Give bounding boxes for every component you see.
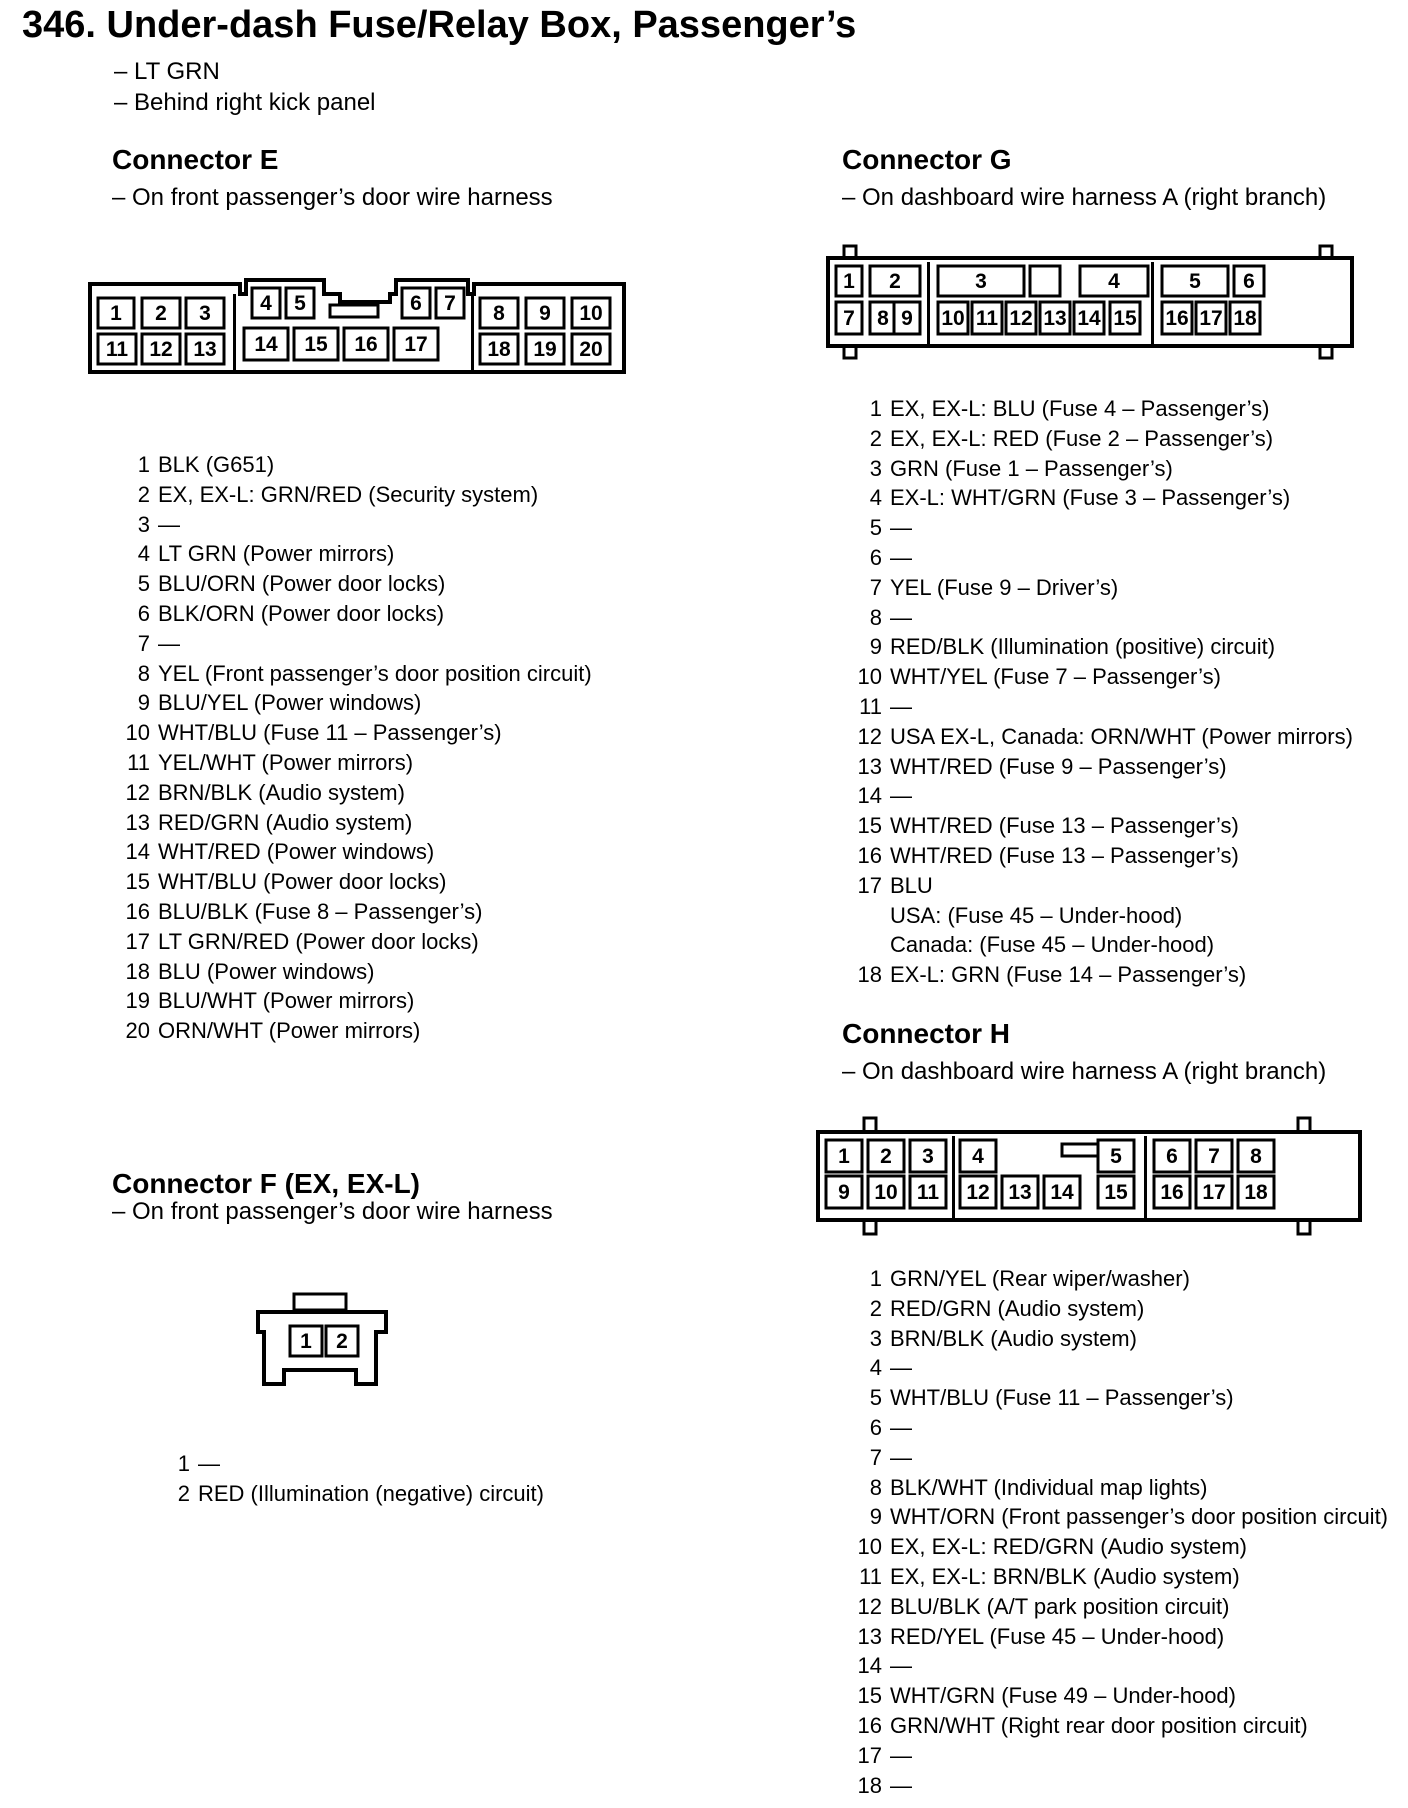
cavity-label: 14 xyxy=(1077,307,1101,330)
pin-row xyxy=(110,659,592,689)
pin-number: 10 xyxy=(857,664,882,690)
pin-number: 12 xyxy=(857,723,882,749)
pin-row xyxy=(842,394,1353,424)
cavity-label: 1 xyxy=(110,302,122,325)
pin-number: 5 xyxy=(869,515,882,541)
cavity-label: 12 xyxy=(966,1181,990,1204)
pin-number: 9 xyxy=(137,690,150,716)
cavity-label: 10 xyxy=(941,307,965,330)
connector-divider xyxy=(927,262,930,344)
pin-description: — xyxy=(890,604,912,630)
pin-description: WHT/YEL (Fuse 7 – Passenger’s) xyxy=(890,664,1221,690)
connector-f-title: Connector F (EX, EX-L) xyxy=(112,1168,420,1199)
pin-description: WHT/GRN (Fuse 49 – Under-hood) xyxy=(890,1683,1236,1709)
pin-number: 13 xyxy=(857,1623,882,1649)
pin-description: RED/BLK (Illumination (positive) circuit) xyxy=(890,634,1276,660)
pin-description: YEL (Front passenger’s door position circuit) xyxy=(158,660,592,686)
pin-row xyxy=(842,1264,1388,1294)
pin-row xyxy=(842,841,1353,871)
pin-number: 13 xyxy=(857,753,882,779)
pin-number: 8 xyxy=(869,1474,882,1500)
pin-description: — xyxy=(890,1414,912,1440)
cavity-label: 11 xyxy=(975,307,999,330)
pin-description: Canada: (Fuse 45 – Under-hood) xyxy=(890,932,1215,958)
pin-number: 19 xyxy=(125,988,150,1014)
pin-row xyxy=(110,450,592,480)
pin-number: 4 xyxy=(869,1355,882,1381)
cavity-label: 17 xyxy=(1199,307,1223,330)
cavity-label: 13 xyxy=(1008,1181,1032,1204)
cavity-label: 5 xyxy=(294,292,306,315)
subtitle xyxy=(114,56,376,118)
pin-number: 7 xyxy=(869,1444,882,1470)
pin-description: — xyxy=(890,515,912,541)
pin-description: GRN (Fuse 1 – Passenger’s) xyxy=(890,455,1173,481)
pin-description: GRN/WHT (Right rear door position circuit) xyxy=(890,1712,1308,1738)
cavity-label: 6 xyxy=(1166,1145,1178,1168)
pin-row xyxy=(110,510,592,540)
pin-description: BLU xyxy=(890,872,933,898)
pin-description: BLK/WHT (Individual map lights) xyxy=(890,1474,1208,1500)
pin-description: GRN/YEL (Rear wiper/washer) xyxy=(890,1266,1190,1291)
pin-number: 3 xyxy=(869,1325,882,1351)
cavity-label: 5 xyxy=(1189,270,1201,293)
cavity-label: 14 xyxy=(1050,1181,1074,1204)
cavity-label: 17 xyxy=(404,333,428,356)
pin-description: ORN/WHT (Power mirrors) xyxy=(158,1018,421,1044)
pin-description: BLU/BLK (Fuse 8 – Passenger’s) xyxy=(158,898,483,924)
pin-number: 13 xyxy=(125,809,150,835)
pin-description: — xyxy=(890,783,912,809)
cavity-label: 12 xyxy=(1009,307,1033,330)
pin-description: WHT/RED (Power windows) xyxy=(158,839,435,865)
cavity-label: 10 xyxy=(579,302,603,325)
cavity-label: 2 xyxy=(155,302,167,325)
pin-number: 12 xyxy=(125,779,150,805)
cavity-label: 7 xyxy=(843,307,855,330)
pin-description: EX-L: WHT/GRN (Fuse 3 – Passenger’s) xyxy=(890,485,1291,511)
pin-row xyxy=(842,1532,1388,1562)
pin-number: 1 xyxy=(869,396,882,421)
pin-row xyxy=(842,811,1353,841)
cavity-label: 1 xyxy=(838,1145,850,1168)
pin-number: 18 xyxy=(125,958,150,984)
pin-number: 9 xyxy=(869,634,882,660)
cavity-label: 10 xyxy=(874,1181,898,1204)
pin-row xyxy=(842,1502,1388,1532)
pin-number: 10 xyxy=(125,720,150,746)
pin-description: — xyxy=(890,1653,912,1679)
pin-number: 18 xyxy=(857,962,882,988)
pin-description: USA: (Fuse 45 – Under-hood) xyxy=(890,902,1183,928)
connector-e-latch xyxy=(330,305,378,317)
pin-row xyxy=(110,778,592,808)
pin-number: 14 xyxy=(857,783,882,809)
pin-row xyxy=(842,573,1353,603)
connector-h-pin-list xyxy=(842,1264,1388,1800)
pin-row xyxy=(842,1562,1388,1592)
pin-row xyxy=(842,1651,1388,1681)
pin-row xyxy=(842,1413,1388,1443)
cavity-label: 18 xyxy=(1233,307,1257,330)
pin-row xyxy=(110,688,592,718)
pin-row xyxy=(110,837,592,867)
pin-row xyxy=(842,1383,1388,1413)
connector-divider xyxy=(233,294,236,370)
pin-description: BLU/ORN (Power door locks) xyxy=(158,571,446,597)
page-title: 346. Under-dash Fuse/Relay Box, Passenger’s xyxy=(22,4,857,46)
connector-h-title: Connector H xyxy=(842,1018,1010,1049)
pin-row xyxy=(842,513,1353,543)
connector-g-diagram xyxy=(822,240,1358,366)
pin-number: 15 xyxy=(857,1683,882,1709)
pin-number: 15 xyxy=(125,869,150,895)
cavity-label: 9 xyxy=(901,307,913,330)
pin-description: RED/YEL (Fuse 45 – Under-hood) xyxy=(890,1623,1225,1649)
pin-description: BLK/ORN (Power door locks) xyxy=(158,600,445,626)
pin-number: 5 xyxy=(869,1385,882,1411)
pin-description: WHT/BLU (Fuse 11 – Passenger’s) xyxy=(158,720,502,746)
pin-row xyxy=(110,957,592,987)
pin-description: BLU (Power windows) xyxy=(158,958,375,984)
pin-row xyxy=(110,808,592,838)
pin-row xyxy=(842,871,1353,960)
cavity-label: 2 xyxy=(880,1145,892,1168)
pin-number: 5 xyxy=(137,571,150,597)
pin-description: WHT/RED (Fuse 13 – Passenger’s) xyxy=(890,842,1239,868)
pin-number: 1 xyxy=(177,1451,190,1476)
pin-description: — xyxy=(890,544,912,570)
pin-number: 2 xyxy=(869,1295,882,1321)
pin-row xyxy=(110,897,592,927)
cavity-label: 18 xyxy=(1244,1181,1268,1204)
pin-description: EX, EX-L: BRN/BLK (Audio system) xyxy=(890,1563,1240,1589)
cavity-label: 11 xyxy=(105,338,129,361)
pin-row xyxy=(842,1294,1388,1324)
pin-row xyxy=(842,722,1353,752)
connector-e-title: Connector E xyxy=(112,144,279,175)
pin-number: 15 xyxy=(857,813,882,839)
pin-description: EX, EX-L: RED (Fuse 2 – Passenger’s) xyxy=(890,425,1274,451)
cavity-label: 14 xyxy=(254,333,278,356)
pin-number: 11 xyxy=(859,1563,882,1589)
connector-divider xyxy=(1144,1136,1147,1218)
pin-row xyxy=(842,632,1353,662)
subtitle-location: – Behind right kick panel xyxy=(114,89,376,116)
pin-number: 8 xyxy=(869,604,882,630)
connector-f-latch xyxy=(294,1294,346,1310)
pin-number: 6 xyxy=(869,544,882,570)
pin-description: WHT/BLU (Fuse 11 – Passenger’s) xyxy=(890,1385,1234,1411)
pin-row xyxy=(842,1741,1388,1771)
connector-f-diagram xyxy=(250,1290,400,1390)
cavity-label: 16 xyxy=(1165,307,1189,330)
pin-number: 2 xyxy=(177,1480,190,1506)
cavity-label: 11 xyxy=(916,1181,940,1204)
pin-number: 17 xyxy=(125,928,150,954)
pin-number: 9 xyxy=(869,1504,882,1530)
pin-number: 6 xyxy=(869,1414,882,1440)
pin-row xyxy=(842,424,1353,454)
pin-row xyxy=(110,748,592,778)
pin-row xyxy=(110,480,592,510)
pin-number: 17 xyxy=(857,872,882,898)
pin-row xyxy=(842,1473,1388,1503)
pin-number: 11 xyxy=(127,749,150,775)
cavity-label: 4 xyxy=(972,1145,984,1168)
cavity-label: 16 xyxy=(354,333,378,356)
connector-g-location: – On dashboard wire harness A (right branch) xyxy=(842,184,1327,211)
cavity-label: 20 xyxy=(579,338,603,361)
pin-row xyxy=(110,1016,592,1046)
cavity-label: 2 xyxy=(336,1330,348,1353)
connector-g-pin-list xyxy=(842,394,1353,990)
pin-description: — xyxy=(158,511,180,537)
cavity-label: 9 xyxy=(838,1181,850,1204)
cavity-label: 19 xyxy=(533,338,557,361)
cavity-label: 3 xyxy=(922,1145,934,1168)
connector-h-location: – On dashboard wire harness A (right branch) xyxy=(842,1058,1327,1085)
pin-row xyxy=(842,454,1353,484)
pin-row xyxy=(842,1592,1388,1622)
pin-number: 4 xyxy=(137,541,150,567)
pin-description: — xyxy=(890,693,912,719)
pin-description: — xyxy=(890,1444,912,1470)
pin-number: 1 xyxy=(137,452,150,477)
pin-row xyxy=(842,662,1353,692)
pin-number: 11 xyxy=(859,693,882,719)
pin-row xyxy=(842,781,1353,811)
cavity-label: 3 xyxy=(199,302,211,325)
pin-row xyxy=(150,1449,544,1479)
pin-number: 2 xyxy=(137,481,150,507)
pin-description: RED/GRN (Audio system) xyxy=(158,809,413,835)
pin-description: RED (Illumination (negative) circuit) xyxy=(198,1480,544,1506)
pin-description: — xyxy=(890,1772,912,1798)
pin-row xyxy=(842,483,1353,513)
pin-description: — xyxy=(890,1355,912,1381)
pin-number: 3 xyxy=(137,511,150,537)
pin-description: EX-L: GRN (Fuse 14 – Passenger’s) xyxy=(890,962,1247,988)
pin-description: EX, EX-L: RED/GRN (Audio system) xyxy=(890,1534,1247,1560)
cavity-box xyxy=(1030,266,1060,296)
pin-description: BLU/YEL (Power windows) xyxy=(158,690,422,716)
connector-e-diagram xyxy=(80,272,640,382)
connector-e-location: – On front passenger’s door wire harness xyxy=(112,184,553,211)
pin-row xyxy=(842,543,1353,573)
pin-number: 7 xyxy=(137,630,150,656)
pin-row xyxy=(110,927,592,957)
pin-description: WHT/RED (Fuse 9 – Passenger’s) xyxy=(890,753,1227,779)
cavity-label: 5 xyxy=(1110,1145,1122,1168)
cavity-label: 17 xyxy=(1202,1181,1226,1204)
cavity-label: 8 xyxy=(1250,1145,1262,1168)
pin-row xyxy=(110,539,592,569)
pin-row xyxy=(842,1622,1388,1652)
cavity-label: 4 xyxy=(260,292,272,315)
pin-number: 8 xyxy=(137,660,150,686)
cavity-label: 7 xyxy=(1208,1145,1220,1168)
pin-description: RED/GRN (Audio system) xyxy=(890,1295,1145,1321)
pin-description: — xyxy=(198,1451,220,1476)
pin-number: 10 xyxy=(857,1534,882,1560)
pin-description: BLU/WHT (Power mirrors) xyxy=(158,988,415,1014)
pin-number: 7 xyxy=(869,574,882,600)
connector-divider xyxy=(952,1136,955,1218)
cavity-label: 8 xyxy=(877,307,889,330)
pin-row xyxy=(110,569,592,599)
cavity-label: 6 xyxy=(1243,270,1255,293)
pin-description: EX, EX-L: BLU (Fuse 4 – Passenger’s) xyxy=(890,396,1270,421)
cavity-label: 1 xyxy=(300,1330,312,1353)
cavity-label: 3 xyxy=(975,270,987,293)
connector-divider xyxy=(1151,262,1154,344)
pin-number: 17 xyxy=(857,1742,882,1768)
cavity-label: 13 xyxy=(193,338,217,361)
pin-description: WHT/BLU (Power door locks) xyxy=(158,869,447,895)
pin-number: 2 xyxy=(869,425,882,451)
pin-number: 14 xyxy=(125,839,150,865)
pin-description: WHT/RED (Fuse 13 – Passenger’s) xyxy=(890,813,1239,839)
pin-number: 1 xyxy=(869,1266,882,1291)
cavity-label: 1 xyxy=(843,270,855,293)
pin-description: — xyxy=(158,630,180,656)
connector-h-diagram xyxy=(812,1114,1368,1240)
connector-g-title: Connector G xyxy=(842,144,1012,175)
cavity-label: 9 xyxy=(539,302,551,325)
pin-number: 18 xyxy=(857,1772,882,1798)
pin-row xyxy=(842,1324,1388,1354)
pin-description: USA EX-L, Canada: ORN/WHT (Power mirrors) xyxy=(890,723,1353,749)
pin-row xyxy=(842,752,1353,782)
pin-row xyxy=(842,1771,1388,1801)
pin-number: 20 xyxy=(125,1018,150,1044)
pin-description: YEL (Fuse 9 – Driver’s) xyxy=(890,574,1119,600)
pin-description: BLK (G651) xyxy=(158,452,275,477)
connector-e-pin-list xyxy=(110,450,592,1046)
pin-row xyxy=(842,960,1353,990)
pin-row xyxy=(842,1443,1388,1473)
cavity-label: 2 xyxy=(889,270,901,293)
cavity-label: 15 xyxy=(1113,307,1137,330)
pin-row xyxy=(110,718,592,748)
pin-row xyxy=(110,629,592,659)
pin-description: LT GRN/RED (Power door locks) xyxy=(158,928,479,954)
pin-row xyxy=(842,1353,1388,1383)
cavity-label: 15 xyxy=(1104,1181,1128,1204)
pin-number: 16 xyxy=(857,842,882,868)
pin-description: BRN/BLK (Audio system) xyxy=(890,1325,1137,1351)
pin-description: BLU/BLK (A/T park position circuit) xyxy=(890,1593,1230,1619)
cavity-label: 13 xyxy=(1043,307,1067,330)
pin-description: BRN/BLK (Audio system) xyxy=(158,779,405,805)
pin-number: 6 xyxy=(137,600,150,626)
pin-number: 3 xyxy=(869,455,882,481)
cavity-label: 4 xyxy=(1108,270,1120,293)
pin-number: 14 xyxy=(857,1653,882,1679)
pin-description: — xyxy=(890,1742,912,1768)
cavity-label: 16 xyxy=(1160,1181,1184,1204)
pin-row xyxy=(842,692,1353,722)
connector-f-location: – On front passenger’s door wire harness xyxy=(112,1198,553,1225)
pin-description: EX, EX-L: GRN/RED (Security system) xyxy=(158,481,539,507)
pin-row xyxy=(842,603,1353,633)
pin-row xyxy=(110,599,592,629)
connector-divider xyxy=(471,294,474,370)
pin-row xyxy=(842,1711,1388,1741)
pin-row xyxy=(110,867,592,897)
pin-description: YEL/WHT (Power mirrors) xyxy=(158,749,414,775)
pin-row xyxy=(110,986,592,1016)
cavity-label: 8 xyxy=(493,302,505,325)
cavity-label: 18 xyxy=(487,338,511,361)
pin-number: 4 xyxy=(869,485,882,511)
pin-number: 16 xyxy=(125,898,150,924)
cavity-label: 15 xyxy=(304,333,328,356)
connector-f-pin-list xyxy=(150,1449,544,1509)
pin-description: LT GRN (Power mirrors) xyxy=(158,541,395,567)
pin-description: WHT/ORN (Front passenger’s door position circuit) xyxy=(890,1504,1389,1530)
cavity-label: 7 xyxy=(444,292,456,315)
pin-number: 16 xyxy=(857,1712,882,1738)
pin-number: 12 xyxy=(857,1593,882,1619)
pin-row xyxy=(150,1479,544,1509)
pin-row xyxy=(842,1681,1388,1711)
cavity-label: 6 xyxy=(410,292,422,315)
subtitle-color: – LT GRN xyxy=(114,58,220,85)
cavity-label: 12 xyxy=(149,338,173,361)
